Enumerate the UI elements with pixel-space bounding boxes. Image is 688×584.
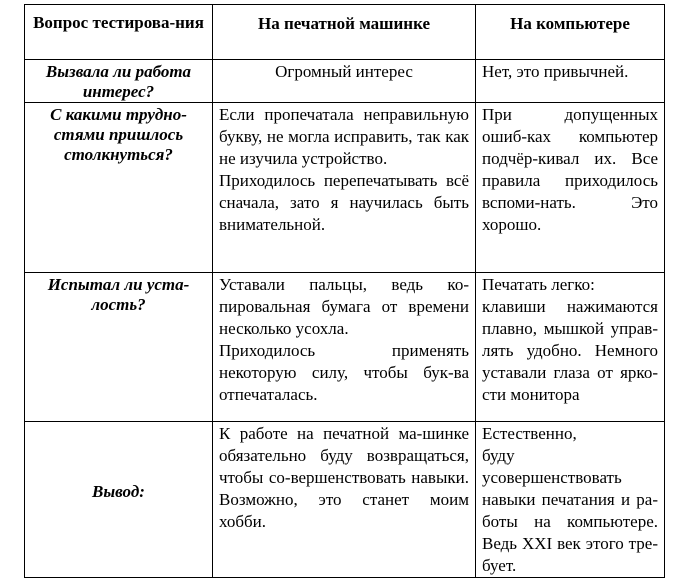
table-row [25, 422, 665, 578]
computer-cell [476, 422, 665, 578]
header-row [25, 5, 665, 60]
answer-text: Огромный интерес [275, 62, 413, 81]
table-row [25, 103, 665, 273]
header-computer: На компьютере [476, 5, 665, 60]
answer-text: Приходилось перепечатывать всё сначала, зато я научилась быть внимательной. [219, 171, 469, 234]
answer-text: К работе на печатной ма-шинке обязательно буду возвращаться, чтобы со-вершенствовать навыки. Возможно, это станет моим хобби. [219, 424, 469, 531]
table-row [25, 60, 665, 103]
typewriter-cell [213, 422, 476, 578]
answer-text: Нет, это привычней. [482, 62, 629, 81]
header-typewriter: На печатной машинке [213, 5, 476, 60]
answer-text: клавиши нажимаются плавно, мышкой управ-лять удобно. Немного уставали глаза от ярко-сти монитора [482, 297, 658, 404]
header-question: Вопрос тестирова-ния [25, 5, 213, 60]
question-cell [25, 273, 213, 422]
typewriter-cell [213, 103, 476, 273]
answer-text: Если пропечатала неправильную букву, не могла исправить, так как не изучила устройство. [219, 105, 469, 168]
comparison-table [24, 4, 665, 578]
answer-text: Приходилось применять некоторую силу, чтобы бук-ва отпечаталась. [219, 341, 469, 404]
answer-text: Уставали пальцы, ведь ко-пировальная бумага от времени несколько усохла. [219, 275, 469, 338]
answer-text: буду усовершенствовать навыки печатания и ра-боты на компьютере. Ведь XXI век этого тре-бует. [482, 446, 658, 575]
question-text: Испытал ли уста-лость? [47, 275, 190, 314]
typewriter-cell [213, 273, 476, 422]
computer-cell [476, 273, 665, 422]
table-row [25, 273, 665, 422]
computer-cell [476, 60, 665, 103]
question-text: Вызвала ли работа интерес? [45, 62, 192, 101]
typewriter-cell [213, 60, 476, 103]
answer-text: Печатать легко: [482, 275, 595, 294]
computer-cell [476, 103, 665, 273]
answer-text: При допущенных ошиб-ках компьютер подчёр-кивал их. Все правила приходилось вспоми-нать. Это хорошо. [482, 105, 658, 234]
answer-text: Естественно, [482, 424, 577, 443]
question-text: С какими трудно-стями пришлось столкнуться? [50, 105, 187, 164]
question-text: Вывод: [92, 481, 145, 501]
question-cell [25, 60, 213, 103]
question-cell [25, 103, 213, 273]
question-cell [25, 422, 213, 578]
